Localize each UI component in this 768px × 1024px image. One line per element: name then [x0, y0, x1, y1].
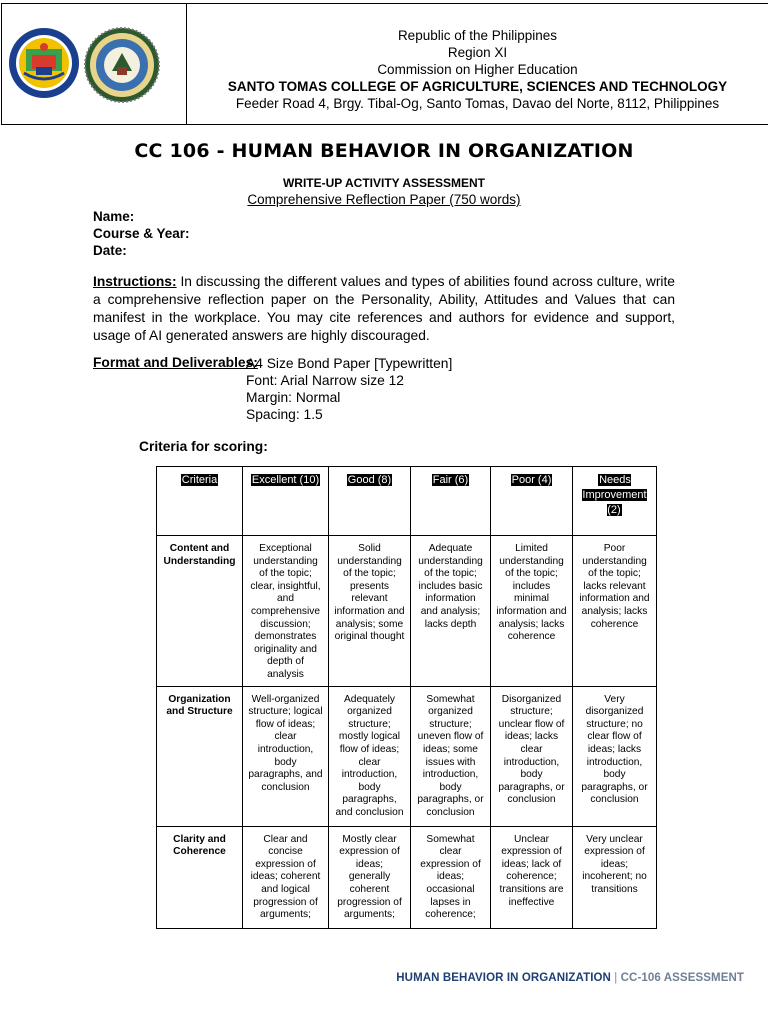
course-year-label: Course & Year:: [93, 226, 190, 241]
page-footer: [396, 972, 744, 984]
college-address: Feeder Road 4, Brgy. Tibal-Og, Santo Tomas, Davao del Norte, 8112, Philippines: [235, 96, 720, 111]
paper-type: Comprehensive Reflection Paper (750 words): [247, 192, 521, 207]
table-cell: Disorganized structure; unclear flow of ideas; lacks clear introduction, body paragraphs, or conclusion: [491, 686, 573, 826]
criterion-cell: Content and Understanding: [157, 536, 243, 687]
format-label: Format and Deliverables:: [93, 355, 258, 370]
criterion-cell: Clarity and Coherence: [157, 826, 243, 928]
table-cell: Solid understanding of the topic; presents relevant information and analysis; some original thought: [329, 536, 411, 687]
criteria-label: Criteria for scoring:: [139, 439, 268, 454]
format-values: [246, 355, 452, 423]
footer-course-name: HUMAN BEHAVIOR IN ORGANIZATION: [396, 972, 611, 984]
date-label: Date:: [93, 243, 127, 258]
header-poor: Poor (4): [491, 467, 573, 536]
header-excellent: Excellent (10): [243, 467, 329, 536]
header-good: Good (8): [329, 467, 411, 536]
college-name: SANTO TOMAS COLLEGE OF AGRICULTURE, SCIENCES AND TECHNOLOGY: [227, 79, 728, 94]
instructions-label: Instructions:: [93, 274, 177, 289]
format-item: Font: Arial Narrow size 12: [246, 373, 404, 388]
course-title: CC 106 - HUMAN BEHAVIOR IN ORGANIZATION: [134, 140, 634, 162]
table-cell: Unclear expression of ideas; lack of coherence; transitions are ineffective: [491, 826, 573, 928]
table-cell: Exceptional understanding of the topic; clear, insightful, and comprehensive discussion; demonstrates originality and depth of analysis: [243, 536, 329, 687]
table-row: [157, 826, 657, 928]
commission-line: Commission on Higher Education: [377, 62, 578, 77]
footer-assessment: CC-106 ASSESSMENT: [620, 972, 744, 984]
college-seal-logo: [84, 27, 160, 103]
instructions-text: In discussing the different values and types of abilities found across culture, write a comprehensive reflection paper on the Personality, Ability, Attitudes and Values that can manifest in the workplace. You may cite references and authors for evidence and support, usage of AI generated answers are highly discouraged.: [93, 274, 675, 343]
format-item: Spacing: 1.5: [246, 407, 323, 422]
rubric-header-row: [157, 467, 657, 536]
republic-line: Republic of the Philippines: [397, 28, 558, 43]
table-cell: Very disorganized structure; no clear flow of ideas; lacks introduction, body paragraphs, or conclusion: [573, 686, 657, 826]
table-row: [157, 536, 657, 687]
table-row: [157, 686, 657, 826]
table-cell: Clear and concise expression of ideas; coherent and logical progression of arguments;: [243, 826, 329, 928]
table-cell: Poor understanding of the topic; lacks relevant information and analysis; lacks coherence: [573, 536, 657, 687]
name-label: Name:: [93, 209, 135, 224]
header-needs-improvement: Needs Improvement (2): [573, 467, 657, 536]
format-item: A4 Size Bond Paper [Typewritten]: [246, 356, 453, 371]
instructions-paragraph: [93, 273, 675, 345]
table-cell: Adequately organized structure; mostly logical flow of ideas; clear introduction, body paragraphs, and conclusion: [329, 686, 411, 826]
table-cell: Very unclear expression of ideas; incoherent; no transitions: [573, 826, 657, 928]
municipality-seal-logo: [8, 27, 80, 99]
table-cell: Somewhat organized structure; uneven flow of ideas; some issues with introduction, body paragraphs, or conclusion: [411, 686, 491, 826]
student-fields: [93, 208, 190, 259]
table-cell: Somewhat clear expression of ideas; occasional lapses in coherence;: [411, 826, 491, 928]
criterion-cell: Organization and Structure: [157, 686, 243, 826]
letterhead-text: [187, 27, 768, 112]
table-cell: Limited understanding of the topic; includes minimal information and analysis; lacks coherence: [491, 536, 573, 687]
assessment-subtitle: WRITE-UP ACTIVITY ASSESSMENT: [282, 176, 486, 190]
rubric-table: [156, 466, 657, 929]
table-cell: Mostly clear expression of ideas; generally coherent progression of arguments;: [329, 826, 411, 928]
header-criteria: Criteria: [157, 467, 243, 536]
table-cell: Well-organized structure; logical flow of ideas; clear introduction, body paragraphs, and conclusion: [243, 686, 329, 826]
footer-separator: |: [614, 972, 618, 984]
header-fair: Fair (6): [411, 467, 491, 536]
format-item: Margin: Normal: [246, 390, 341, 405]
region-line: Region XI: [447, 45, 508, 60]
table-cell: Adequate understanding of the topic; includes basic information and analysis; lacks depth: [411, 536, 491, 687]
